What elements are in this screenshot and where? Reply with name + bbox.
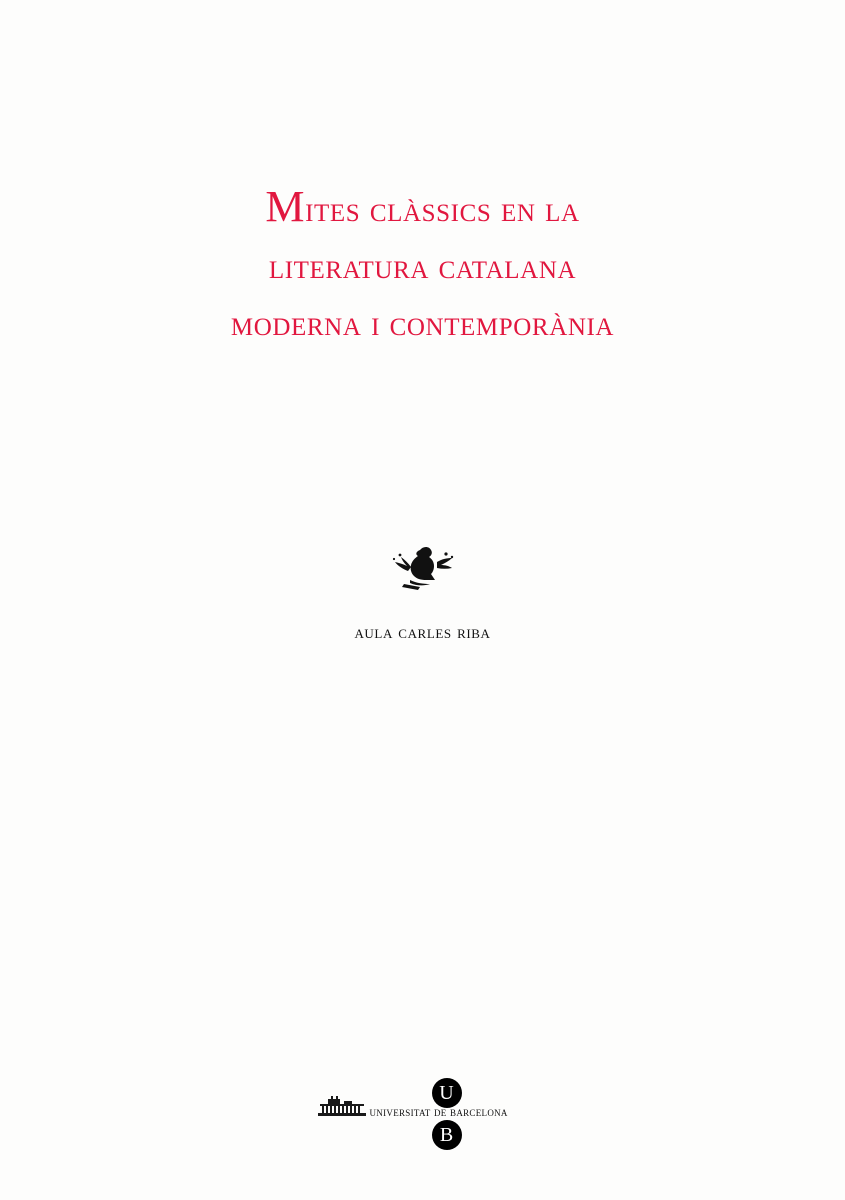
series-label — [0, 622, 845, 644]
title-line-1 — [0, 178, 845, 238]
publisher-name: universitat de barcelona — [369, 1105, 508, 1119]
title-line-1-initial: M — [265, 182, 306, 231]
publisher-logo — [0, 1080, 845, 1152]
title-line-1-text: ites clàssics en la — [305, 189, 580, 229]
ub-logo-letter-u: U — [432, 1078, 462, 1108]
emblem-container — [0, 540, 845, 599]
title-line-3-text: moderna i contemporània — [230, 303, 615, 343]
sphinx-emblem-icon — [380, 540, 466, 594]
ub-logo-letter-b: B — [432, 1120, 462, 1150]
book-title — [0, 178, 845, 352]
university-building-icon — [318, 1096, 366, 1118]
series-label-text: aula carles riba — [354, 622, 491, 643]
title-line-3 — [0, 295, 845, 352]
title-line-2-text: literatura catalana — [268, 246, 577, 286]
title-line-2 — [0, 238, 845, 295]
